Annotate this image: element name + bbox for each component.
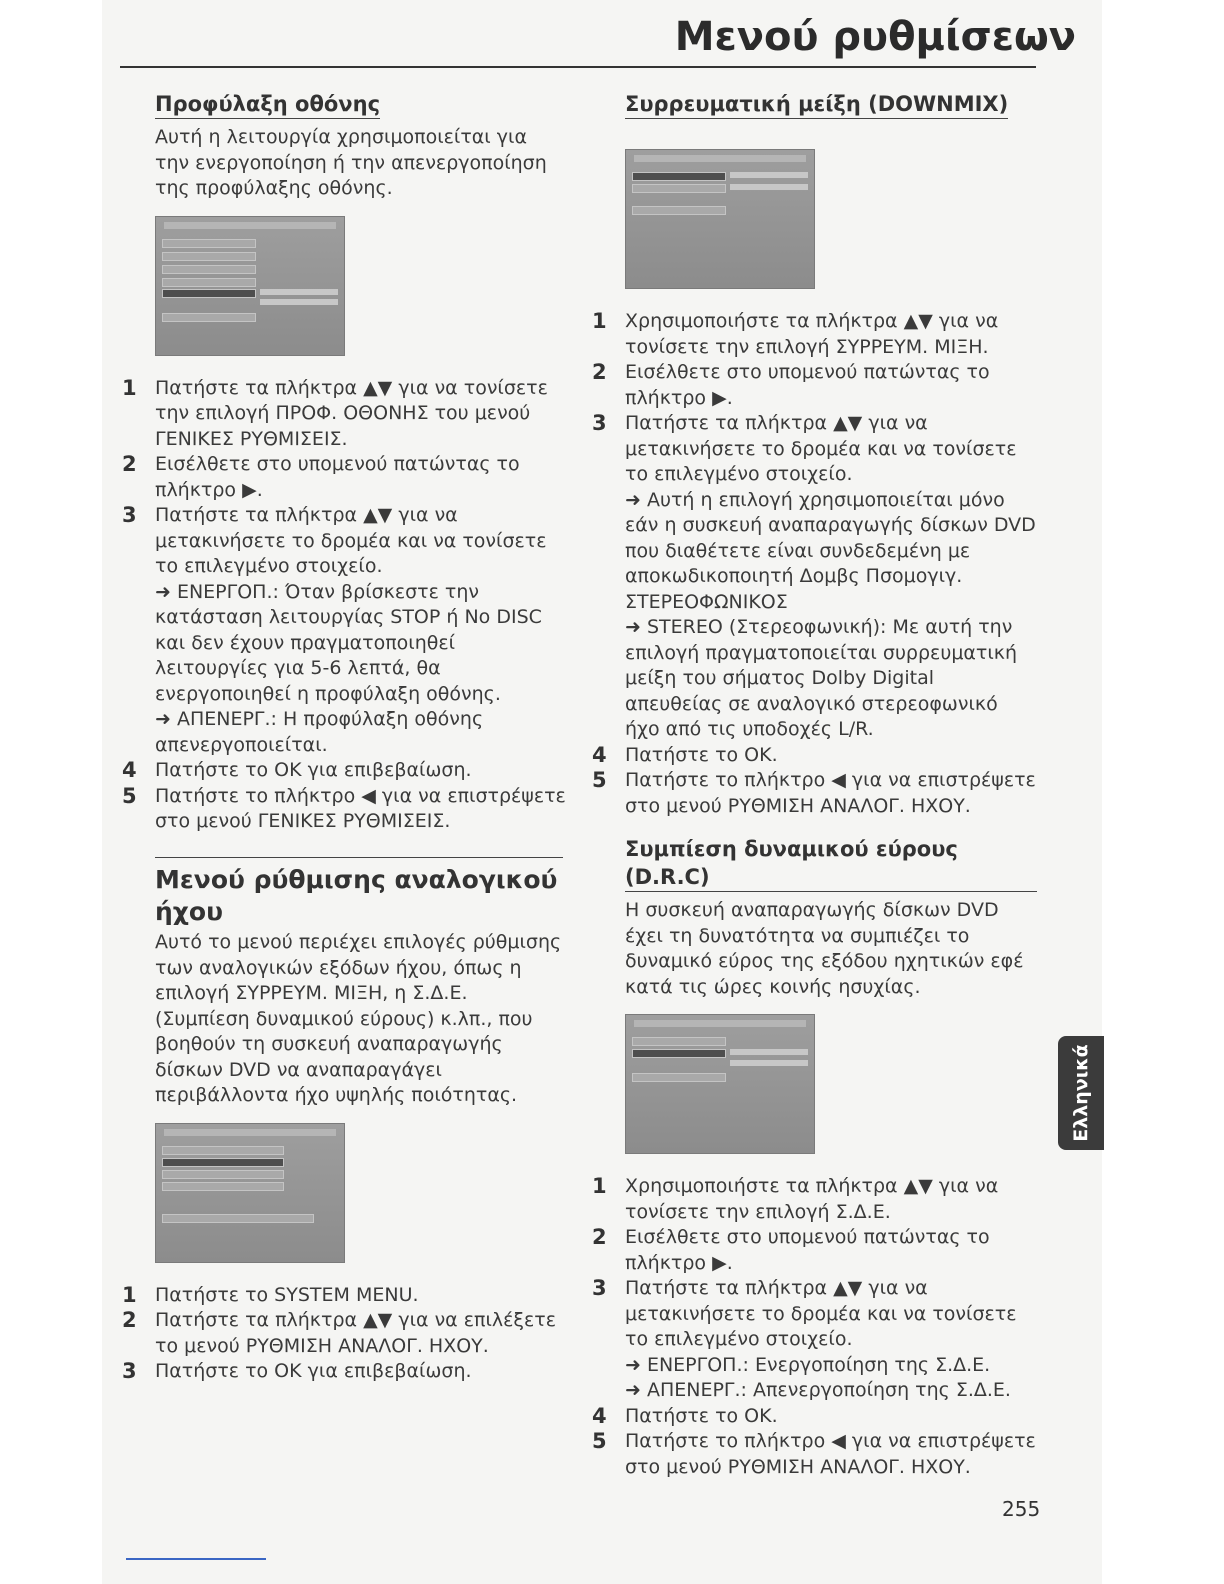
downmix-heading: Συρρευματική μείξη (DOWNMIX)	[625, 90, 1008, 119]
list-item: 2 Εισέλθετε στο υπομενού πατώντας το πλήκτρο ▶.	[592, 1225, 990, 1274]
list-item: 5 Πατήστε το πλήκτρο ◀ για να επιστρέψετε στο μενού ΓΕΝΙΚΕΣ ΡΥΘΜΙΣΕΙΣ.	[122, 783, 566, 832]
drc-steps	[592, 1174, 1037, 1480]
screensaver-steps	[122, 376, 567, 835]
screensaver-intro: Αυτή η λειτουργία χρησιμοποιείται για την ενεργοποίηση ή την απενεργοποίηση της προφύλαξης οθόνης.	[155, 126, 547, 199]
list-item: 2 Πατήστε τα πλήκτρα ▲▼ για να επιλέξετε το μενού ΡΥΘΜΙΣΗ ΑΝΑΛΟΓ. ΗΧΟΥ.	[122, 1308, 556, 1357]
list-item: 4 Πατήστε το OK.	[592, 742, 778, 767]
step-note: ➜ ΕΝΕΡΓΟΠ.: Όταν βρίσκεστε την κατάσταση λειτουργίας STOP ή No DISC και δεν έχουν πραγματοποιηθεί λειτουργίες για 5-6 λεπτά, θα ενεργοποιηθεί η προφύλαξη οθόνης.	[155, 580, 542, 705]
list-item: 1 Χρησιμοποιήστε τα πλήκτρα ▲▼ για να τονίσετε την επιλογή ΣΥΡΡΕΥΜ. ΜΙΞΗ.	[592, 309, 999, 358]
list-item: 5 Πατήστε το πλήκτρο ◀ για να επιστρέψετε στο μενού ΡΥΘΜΙΣΗ ΑΝΑΛΟΓ. ΗΧΟΥ.	[592, 768, 1036, 817]
list-item: 2 Εισέλθετε στο υπομενού πατώντας το πλήκτρο ▶.	[592, 360, 990, 409]
step-note: ➜ ΕΝΕΡΓΟΠ.: Ενεργοποίηση της Σ.Δ.Ε.	[625, 1353, 991, 1376]
list-item: 3 Πατήστε τα πλήκτρα ▲▼ για να μετακινήσετε το δρομέα και να τονίσετε το επιλεγμένο στοιχείο. ➜ ΕΝΕΡΓΟΠ.: Όταν βρίσκεστε την κατάσταση λειτουργίας STOP ή No DISC και δεν έχουν πραγματοποιηθεί λειτουργίες για 5-6 λεπτά, θα ενεργοποιηθεί η προφύλαξη οθόνης. ➜ ΑΠΕΝΕΡΓ.: Η προφύλαξη οθόνης απενεργοποιείται.	[122, 503, 567, 758]
list-item: 2 Εισέλθετε στο υπομενού πατώντας το πλήκτρο ▶.	[122, 452, 520, 501]
left-column	[122, 90, 567, 1385]
step-note: ➜ ΑΠΕΝΕΡΓ.: Απενεργοποίηση της Σ.Δ.Ε.	[625, 1379, 1011, 1401]
step-note: ➜ STEREO (Στερεοφωνική): Με αυτή την επιλογή πραγματοποιείται συρρευματική μείξη του σήματος Dolby Digital απευθείας σε αναλογικό στερεοφωνικό ήχο από τις υποδοχές L/R.	[625, 616, 1018, 740]
drc-heading: Συμπίεση δυναμικού εύρους (D.R.C)	[625, 835, 1037, 892]
list-item: 3 Πατήστε τα πλήκτρα ▲▼ για να μετακινήσετε το δρομέα και να τονίσετε το επιλεγμένο στοιχείο. ➜ Αυτή η επιλογή χρησιμοποιείται μόνο εάν η συσκευή αναπαραγωγής δίσκων DVD που διαθέτετε είναι συνδεδεμένη με αποκωδικοποιητή Δομβς Πσομογιγ. ΣΤΕΡΕΟΦΩΝΙΚΟΣ ➜ STEREO (Στερεοφωνική): Με αυτή την επιλογή πραγματοποιείται συρρευματική μείξη του σήματος Dolby Digital απευθείας σε αναλογικό στερεοφωνικό ήχο από τις υποδοχές L/R.	[592, 411, 1037, 743]
list-item: 5 Πατήστε το πλήκτρο ◀ για να επιστρέψετε στο μενού ΡΥΘΜΙΣΗ ΑΝΑΛΟΓ. ΗΧΟΥ.	[592, 1429, 1036, 1478]
audio-setup-intro: Αυτό το μενού περιέχει επιλογές ρύθμισης των αναλογικών εξόδων ήχου, όπως η επιλογή ΣΥΡΡΕΥΜ. ΜΙΞΗ, η Σ.Δ.Ε. (Συμπίεση δυναμικού εύρους) κ.λπ., που βοηθούν τη συσκευή αναπαραγωγής δίσκων DVD να αναπαραγάγει περιβάλλοντα ήχο υψηλής ποιότητας.	[155, 931, 562, 1106]
list-item: 1 Πατήστε το SYSTEM MENU.	[122, 1282, 419, 1307]
section-divider	[155, 857, 563, 859]
drc-osd-image	[625, 1014, 815, 1154]
downmix-osd-image	[625, 149, 815, 289]
list-item: 4 Πατήστε το OK για επιβεβαίωση.	[122, 758, 472, 782]
list-item: 1 Πατήστε τα πλήκτρα ▲▼ για να τονίσετε την επιλογή ΠΡΟΦ. ΟΘΟΝΗΣ του μενού ΓΕΝΙΚΕΣ ΡΥΘΜΙΣΕΙΣ.	[122, 375, 548, 450]
drc-intro: Η συσκευή αναπαραγωγής δίσκων DVD έχει τη δυνατότητα να συμπιέζει το δυναμικό εύρος της εξόδου ηχητικών εφέ κατά τις ώρες κοινής ησυχίας.	[625, 899, 1024, 998]
right-column	[592, 90, 1037, 1480]
page-number: 255	[1002, 1497, 1041, 1521]
list-item: 1 Χρησιμοποιήστε τα πλήκτρα ▲▼ για να τονίσετε την επιλογή Σ.Δ.Ε.	[592, 1174, 999, 1223]
list-item: 3 Πατήστε το OK για επιβεβαίωση.	[122, 1359, 472, 1383]
footer-link-line	[126, 1558, 266, 1560]
title-rule	[120, 66, 1036, 68]
audio-setup-osd-image	[155, 1123, 345, 1263]
page-title: Μενού ρυθμίσεων	[674, 14, 1076, 60]
screensaver-heading: Προφύλαξη οθόνης	[155, 90, 380, 119]
list-item: 4 Πατήστε το OK.	[592, 1403, 778, 1428]
downmix-steps	[592, 309, 1037, 819]
step-note: ➜ ΑΠΕΝΕΡΓ.: Η προφύλαξη οθόνης απενεργοποιείται.	[155, 708, 484, 756]
step-note: ➜ Αυτή η επιλογή χρησιμοποιείται μόνο εάν η συσκευή αναπαραγωγής δίσκων DVD που διαθέτετε είναι συνδεδεμένη με αποκωδικοποιητή Δομβς Πσομογιγ. ΣΤΕΡΕΟΦΩΝΙΚΟΣ	[625, 488, 1036, 613]
language-tab: Ελληνικά	[1058, 1036, 1104, 1150]
audio-setup-steps	[122, 1283, 567, 1385]
audio-setup-heading: Μενού ρύθμισης αναλογικού ήχου	[155, 865, 558, 926]
screensaver-osd-image	[155, 216, 345, 356]
list-item: 3 Πατήστε τα πλήκτρα ▲▼ για να μετακινήσετε το δρομέα και να τονίσετε το επιλεγμένο στοιχείο. ➜ ΕΝΕΡΓΟΠ.: Ενεργοποίηση της Σ.Δ.Ε. ➜ ΑΠΕΝΕΡΓ.: Απενεργοποίηση της Σ.Δ.Ε.	[592, 1276, 1037, 1404]
